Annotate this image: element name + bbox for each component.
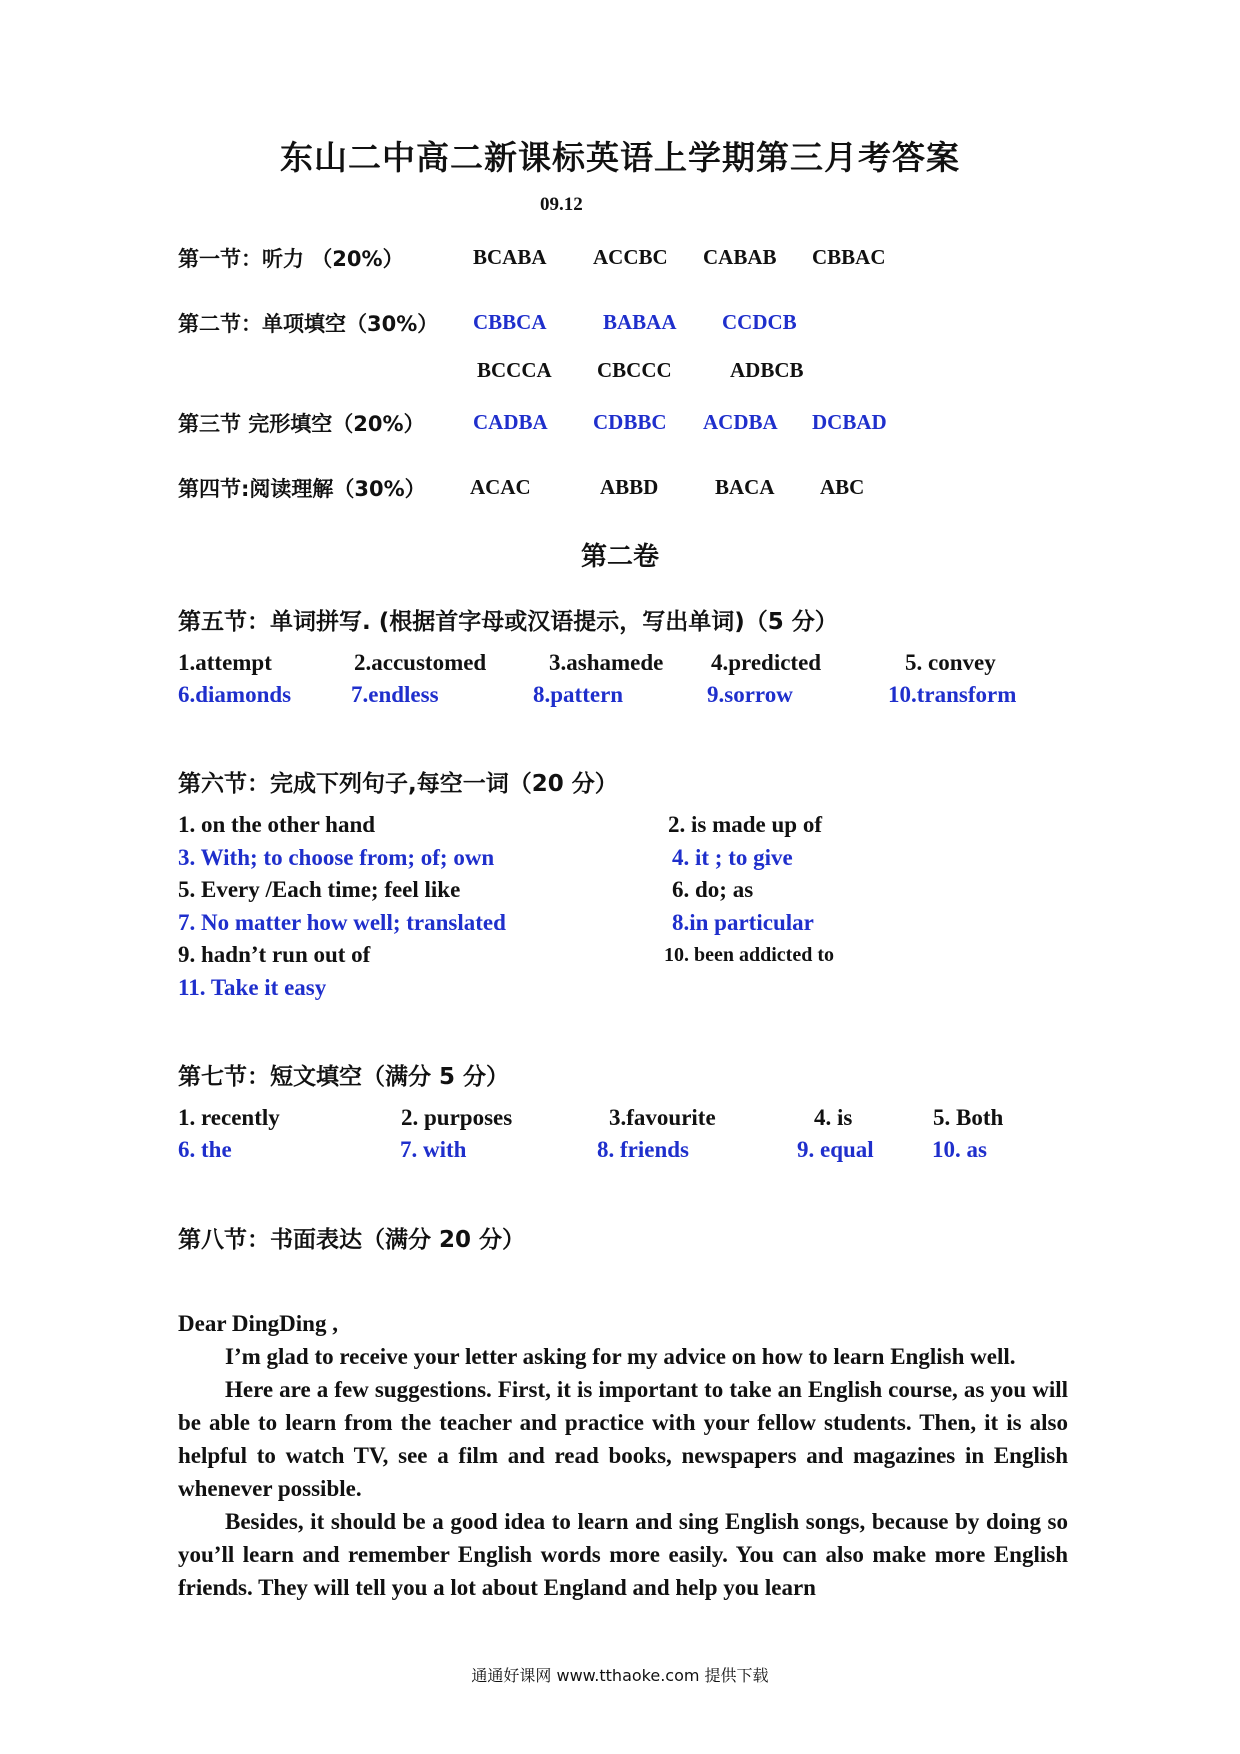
section2-answer: CBCCC	[597, 358, 672, 382]
section6-answer: 4. it ; to give	[672, 845, 793, 870]
section6-answer: 3. With; to choose from; of; own	[178, 845, 495, 870]
section4-answer: ABBD	[600, 475, 659, 499]
section7-answer: 4. is	[814, 1105, 853, 1130]
section6-answer: 10. been addicted to	[664, 944, 834, 966]
section6-heading: 第六节：完成下列句子,每空一词（20 分）	[178, 771, 618, 797]
section5-answer: 2.accustomed	[354, 650, 487, 675]
section5-heading: 第五节：单词拼写. (根据首字母或汉语提示，写出单词)（5 分）	[178, 609, 838, 635]
section5-answer: 10.transform	[888, 682, 1017, 707]
section5-answer: 4.predicted	[711, 650, 822, 675]
section3-answer: CDBBC	[593, 410, 667, 434]
section2-heading: 第二节：单项填空（30%）	[178, 312, 439, 336]
section7-answer: 1. recently	[178, 1105, 280, 1130]
section7-answer: 5. Both	[933, 1105, 1004, 1130]
section4-heading: 第四节:阅读理解（30%）	[178, 477, 426, 501]
section5-answer: 5. convey	[905, 650, 996, 675]
section1-answer: BCABA	[473, 245, 547, 269]
section3-answer: ACDBA	[703, 410, 778, 434]
section5-answer: 3.ashamede	[549, 650, 664, 675]
section8-heading: 第八节：书面表达（满分 20 分）	[178, 1227, 526, 1253]
letter-salutation: Dear DingDing ,	[178, 1311, 338, 1336]
section6-answer: 2. is made up of	[668, 812, 822, 837]
footer-source: 通通好课网 www.tthaoke.com 提供下载	[471, 1666, 769, 1685]
section6-answer: 11. Take it easy	[178, 975, 327, 1000]
volume2-heading: 第二卷	[580, 542, 659, 572]
section3-answer: CADBA	[473, 410, 548, 434]
section7-heading: 第七节：短文填空（满分 5 分）	[178, 1064, 510, 1090]
exam-date: 09.12	[540, 194, 583, 215]
section2-answer: BCCCA	[477, 358, 552, 382]
section6-answer: 9. hadn’t run out of	[178, 942, 371, 967]
section5-answer: 7.endless	[351, 682, 439, 707]
section6-answer: 5. Every /Each time; feel like	[178, 877, 461, 902]
section5-answer: 9.sorrow	[707, 682, 793, 707]
section5-answer: 8.pattern	[533, 682, 624, 707]
section3-heading: 第三节 完形填空（20%）	[178, 412, 425, 436]
model-essay	[178, 1307, 1068, 1604]
section7-answer: 6. the	[178, 1137, 232, 1162]
section4-answer: ACAC	[470, 475, 531, 499]
section3-answer: DCBAD	[812, 410, 887, 434]
section2-answer: CCDCB	[722, 310, 797, 334]
section2-answer: CBBCA	[473, 310, 547, 334]
section7-answer: 9. equal	[797, 1137, 874, 1162]
section7-answer: 10. as	[932, 1137, 987, 1162]
section4-answer: BACA	[715, 475, 775, 499]
section7-answer: 3.favourite	[609, 1105, 716, 1130]
section1-heading: 第一节：听力 （20%）	[178, 247, 404, 271]
section1-answer: CBBAC	[812, 245, 886, 269]
section5-answer: 1.attempt	[178, 650, 272, 675]
section6-answer: 8.in particular	[672, 910, 814, 935]
section6-answer: 6. do; as	[672, 877, 754, 902]
letter-paragraph: Besides, it should be a good idea to learn and sing English songs, because by doing so you’ll learn and remember English words more easily. You can also make more English friends. They will tell you a lot about England and help you learn	[178, 1509, 1068, 1600]
section7-answer: 8. friends	[597, 1137, 689, 1162]
letter-paragraph: Here are a few suggestions. First, it is important to take an English course, as you will be able to learn from the teacher and practice with your fellow students. Then, it is also helpful to watch TV, see a film and read books, newspapers and magazines in English whenever possible.	[178, 1377, 1068, 1501]
section7-answer: 2. purposes	[401, 1105, 513, 1130]
section1-answer: ACCBC	[593, 245, 668, 269]
section5-answer: 6.diamonds	[178, 682, 292, 707]
section4-answer: ABC	[820, 475, 865, 499]
section6-answer: 1. on the other hand	[178, 812, 376, 837]
section6-answer: 7. No matter how well; translated	[178, 910, 506, 935]
section2-answer: ADBCB	[730, 358, 804, 382]
letter-paragraph: I’m glad to receive your letter asking for my advice on how to learn English well.	[225, 1344, 1016, 1369]
section1-answer: CABAB	[703, 245, 777, 269]
page-title: 东山二中高二新课标英语上学期第三月考答案	[280, 138, 960, 177]
section2-answer: BABAA	[603, 310, 677, 334]
section7-answer: 7. with	[400, 1137, 467, 1162]
